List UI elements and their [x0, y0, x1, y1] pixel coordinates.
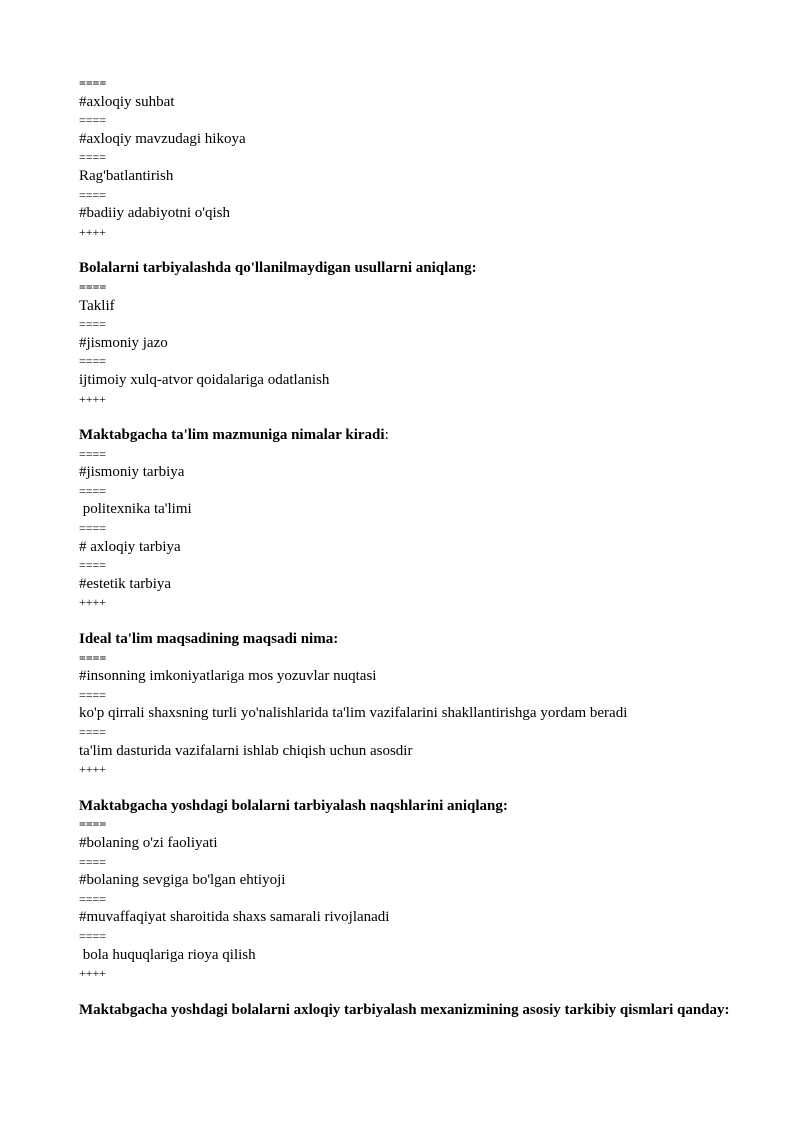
answer-option: politexnika ta'limi	[79, 501, 192, 518]
question-title	[79, 259, 743, 278]
block-spacer	[79, 612, 743, 630]
option-separator: ====	[79, 854, 107, 869]
option-separator: ====	[79, 113, 107, 128]
answer-option: #jismoniy jazo	[79, 334, 168, 351]
question-end-marker: ++++	[79, 762, 107, 777]
option-separator: ====	[79, 650, 107, 665]
question-end-marker: ++++	[79, 224, 107, 239]
answer-option: #jismoniy tarbiya	[79, 464, 185, 481]
answer-option: #insonning imkoniyatlariga mos yozuvlar nuqtasi	[79, 668, 377, 685]
option-separator: ====	[79, 446, 107, 461]
option-separator: ====	[79, 521, 107, 536]
question-text: Ideal ta'lim maqsadining maqsadi nima:	[79, 631, 339, 648]
question-block	[79, 1001, 743, 1020]
answer-option: #bolaning sevgiga bo'lgan ehtiyoji	[79, 872, 286, 889]
option-separator: ====	[79, 76, 107, 90]
question-title-suffix: :	[384, 427, 389, 444]
answer-option: Taklif	[79, 297, 115, 314]
answer-option: ko'p qirrali shaxsning turli yo'nalishlarida ta'lim vazifalarini shakllantirishga yordam beradi	[79, 705, 628, 722]
option-separator: ====	[79, 687, 107, 702]
question-text: Maktabgacha yoshdagi bolalarni axloqiy tarbiyalash mexanizmining asosiy tarkibiy qismlari qanday:	[79, 1001, 730, 1018]
block-spacer	[79, 408, 743, 426]
question-title	[79, 426, 743, 445]
option-separator: ====	[79, 928, 107, 943]
answer-option: ijtimoiy xulq-atvor qoidalariga odatlanish	[79, 371, 330, 388]
question-block	[79, 797, 743, 983]
question-block	[79, 259, 743, 408]
option-separator: ====	[79, 891, 107, 906]
answer-option: bola huquqlariga rioya qilish	[79, 946, 256, 963]
answer-option: Rag'batlantirish	[79, 167, 174, 184]
block-spacer	[79, 779, 743, 797]
answer-option: ta'lim dasturida vazifalarni ishlab chiqish uchun asosdir	[79, 742, 413, 759]
option-separator: ====	[79, 354, 107, 369]
answer-option: #badiiy adabiyotni o'qish	[79, 205, 231, 222]
question-title	[79, 630, 743, 649]
question-title	[79, 1001, 743, 1020]
option-separator: ====	[79, 558, 107, 573]
question-end-marker: ++++	[79, 595, 107, 610]
answer-option: #axloqiy suhbat	[79, 93, 175, 110]
answer-option: #bolaning o'zi faoliyati	[79, 834, 218, 851]
question-block	[79, 630, 743, 779]
question-title	[79, 797, 743, 816]
option-separator: ====	[79, 279, 107, 294]
answer-option: #estetik tarbiya	[79, 575, 172, 592]
option-separator: ====	[79, 725, 107, 739]
block-spacer	[79, 241, 743, 259]
intro-block	[79, 74, 743, 241]
option-separator: ====	[79, 483, 107, 498]
option-separator: ====	[79, 150, 107, 165]
block-spacer	[79, 983, 743, 1001]
option-separator: ====	[79, 317, 107, 332]
answer-option: # axloqiy tarbiya	[79, 538, 181, 555]
option-separator: ====	[79, 817, 107, 832]
answer-option: #muvaffaqiyat sharoitida shaxs samarali rivojlanadi	[79, 909, 390, 926]
question-text: Bolalarni tarbiyalashda qo'llanilmaydigan usullarni aniqlang:	[79, 260, 477, 277]
document-content	[79, 74, 743, 1019]
answer-option: #axloqiy mavzudagi hikoya	[79, 130, 246, 147]
question-block	[79, 426, 743, 612]
option-separator: ====	[79, 187, 107, 202]
question-text: Maktabgacha ta'lim mazmuniga nimalar kiradi	[79, 427, 385, 444]
question-text: Maktabgacha yoshdagi bolalarni tarbiyalash naqshlarini aniqlang:	[79, 797, 508, 814]
question-end-marker: ++++	[79, 966, 107, 981]
question-end-marker: ++++	[79, 391, 107, 406]
